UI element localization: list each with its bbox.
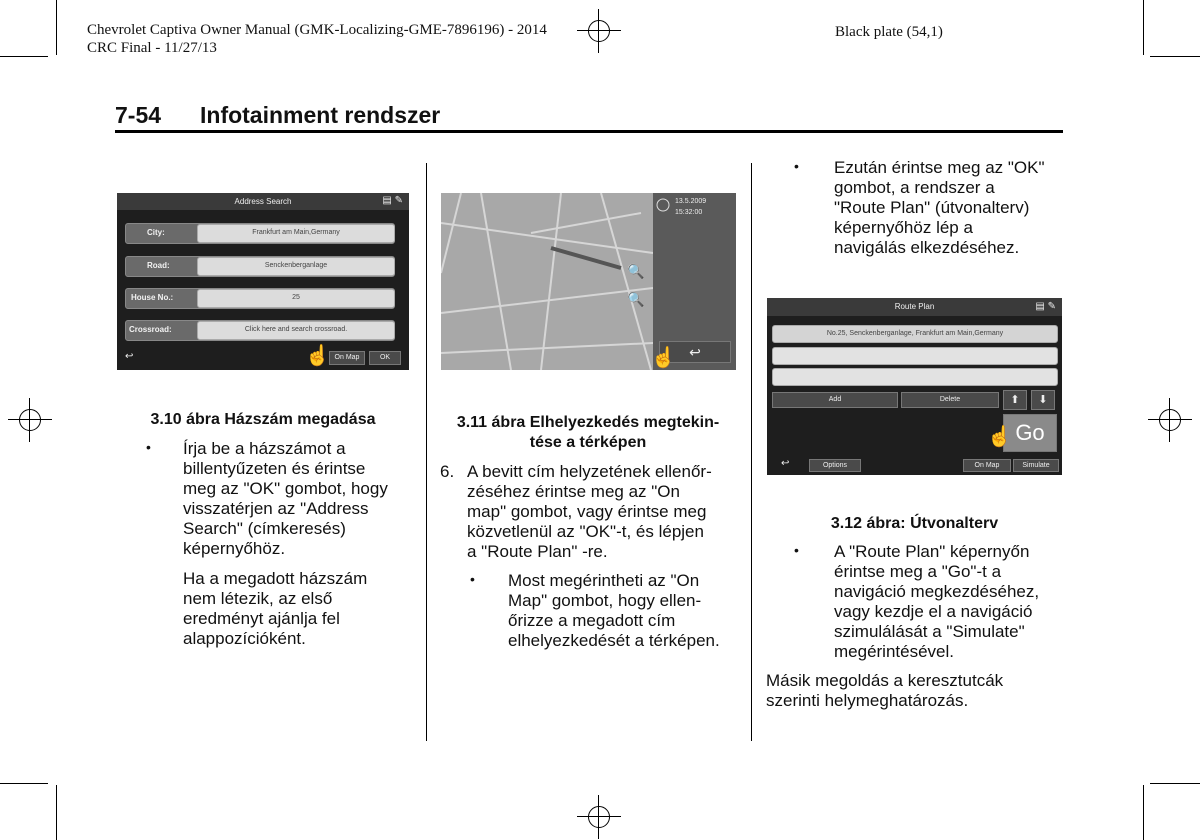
col2-bullet-text	[508, 571, 720, 651]
waypoint-field	[772, 368, 1058, 386]
column-separator	[751, 163, 752, 741]
text-line: navigálás elkezdéséhez.	[834, 238, 1020, 257]
zoom-in-icon: 🔍	[627, 263, 645, 279]
text-line: gombot, a rendszer a	[834, 178, 995, 197]
road-field: Senckenberganlage	[197, 257, 395, 276]
text-line: megérintésével.	[834, 642, 955, 661]
crop-mark	[1143, 785, 1144, 840]
text-line: szerinti helymeghatározás.	[766, 691, 969, 710]
house-no-label: House No.:	[131, 293, 174, 302]
text-line: billentyűzeten és érintse	[183, 459, 366, 478]
column-separator	[426, 163, 427, 741]
col3-bullet-text	[834, 542, 1039, 662]
screen-title-bar	[767, 298, 1062, 316]
registration-mark	[8, 398, 52, 442]
text-line: eredményt ajánlja fel	[183, 609, 340, 628]
on-map-button: On Map	[963, 459, 1011, 472]
go-button: Go	[1003, 414, 1057, 452]
header-line-1: Chevrolet Captiva Owner Manual (GMK-Localizing-GME-7896196) - 2014	[87, 22, 547, 38]
step-number: 6.	[440, 462, 455, 481]
zoom-out-icon: 🔍	[627, 291, 645, 307]
move-up-button: ⬆	[1003, 390, 1027, 410]
text-line: a "Route Plan" -re.	[467, 542, 608, 561]
destination-field: No.25, Senckenberganlage, Frankfurt am Main,Germany	[772, 325, 1058, 343]
figure-caption-3-11-line-2: tése a térképen	[529, 434, 647, 451]
text-line: zéséhez érintse meg az "On	[467, 482, 680, 501]
col1-paragraph	[183, 569, 367, 649]
text-line: nem létezik, az első	[183, 589, 333, 608]
road-label: Road:	[147, 261, 170, 270]
crop-mark	[0, 783, 48, 784]
text-line: Ezután érintse meg az "OK"	[834, 158, 1045, 177]
simulate-button: Simulate	[1013, 459, 1059, 472]
title-rule	[115, 130, 1063, 133]
bullet: •	[794, 158, 799, 174]
header-line-2: CRC Final - 11/27/13	[87, 40, 217, 56]
text-line: érintse meg a "Go"-t a	[834, 562, 1002, 581]
back-icon: ↩	[781, 458, 790, 469]
touch-hand-icon: ☝	[305, 345, 330, 367]
back-icon: ↩	[125, 351, 134, 362]
map-time: 15:32:00	[675, 209, 703, 216]
map-date: 13.5.2009	[675, 198, 707, 205]
city-field: Frankfurt am Main,Germany	[197, 224, 395, 243]
header-plate: Black plate (54,1)	[835, 24, 943, 40]
text-line: Map" gombot, hogy ellen-	[508, 591, 702, 610]
move-down-button: ⬇	[1031, 390, 1055, 410]
crop-mark	[0, 56, 48, 57]
text-line: meg az "OK" gombot, hogy	[183, 479, 388, 498]
page-title: Infotainment rendszer	[200, 102, 441, 128]
back-button: ↩	[659, 341, 731, 363]
col2-step-text	[467, 462, 712, 562]
route-plan-screenshot	[767, 298, 1062, 475]
screen-title: Route Plan	[894, 302, 935, 311]
touch-hand-icon: ☝	[651, 347, 676, 369]
text-line: Search" (címkeresés)	[183, 519, 346, 538]
touch-hand-icon: ☝	[987, 426, 1012, 448]
text-line: A bevitt cím helyzetének ellenőr-	[467, 462, 712, 481]
text-line: vagy kezdje el a navigáció	[834, 602, 1033, 621]
text-line: Másik megoldás a keresztutcák	[766, 671, 1004, 690]
add-button: Add	[772, 392, 898, 408]
map-screenshot	[441, 193, 736, 370]
text-line: elhelyezkedését a térképen.	[508, 631, 720, 650]
registration-mark	[577, 9, 621, 53]
page-number: 7-54	[115, 102, 162, 128]
on-map-button: On Map	[329, 351, 365, 365]
figure-caption-3-11-line-1: 3.11 ábra Elhelyezkedés megtekin-	[456, 414, 720, 431]
text-line: A "Route Plan" képernyőn	[834, 542, 1030, 561]
settings-icon: ▤ ✎	[1035, 301, 1056, 312]
bullet: •	[146, 439, 151, 455]
crossroad-label: Crossroad:	[129, 325, 172, 334]
bullet: •	[470, 571, 475, 587]
crop-mark	[1150, 56, 1200, 57]
address-search-screenshot	[117, 193, 409, 370]
text-line: képernyőhöz.	[183, 539, 286, 558]
ok-button: OK	[369, 351, 401, 365]
crop-mark	[1143, 0, 1144, 55]
city-label: City:	[147, 228, 165, 237]
options-button: Options	[809, 459, 861, 472]
crop-mark	[56, 0, 57, 55]
waypoint-field	[772, 347, 1058, 365]
figure-caption-3-10: 3.10 ábra Házszám megadása	[150, 411, 376, 428]
screen-title-bar	[117, 193, 409, 210]
crop-mark	[1150, 783, 1200, 784]
text-line: visszatérjen az "Address	[183, 499, 369, 518]
house-no-field: 25	[197, 289, 395, 308]
registration-mark	[577, 795, 621, 839]
registration-mark	[1148, 398, 1192, 442]
text-line: Írja be a házszámot a	[183, 439, 346, 458]
figure-caption-3-12: 3.12 ábra: Útvonalterv	[830, 515, 999, 532]
text-line: Ha a megadott házszám	[183, 569, 368, 588]
text-line: navigáció megkezdéséhez,	[834, 582, 1040, 601]
screen-title: Address Search	[234, 197, 292, 206]
text-line: őrizze a megadott cím	[508, 611, 676, 630]
delete-button: Delete	[901, 392, 999, 408]
crossroad-field: Click here and search crossroad.	[197, 321, 395, 340]
bullet: •	[794, 542, 799, 558]
settings-icon: ▤ ✎	[382, 195, 403, 206]
text-line: "Route Plan" (útvonalterv)	[834, 198, 1030, 217]
col1-bullet-text	[183, 439, 388, 559]
text-line: Most megérintheti az "On	[508, 571, 700, 590]
text-line: map" gombot, vagy érintse meg	[467, 502, 707, 521]
col3-paragraph	[766, 671, 1003, 711]
text-line: képernyőhöz lép a	[834, 218, 973, 237]
text-line: közvetlenül az "OK"-t, és lépjen	[467, 522, 704, 541]
crop-mark	[56, 785, 57, 840]
col3-top-bullet-text	[834, 158, 1045, 258]
text-line: szimulálását a "Simulate"	[834, 622, 1025, 641]
text-line: alappozícióként.	[183, 629, 306, 648]
